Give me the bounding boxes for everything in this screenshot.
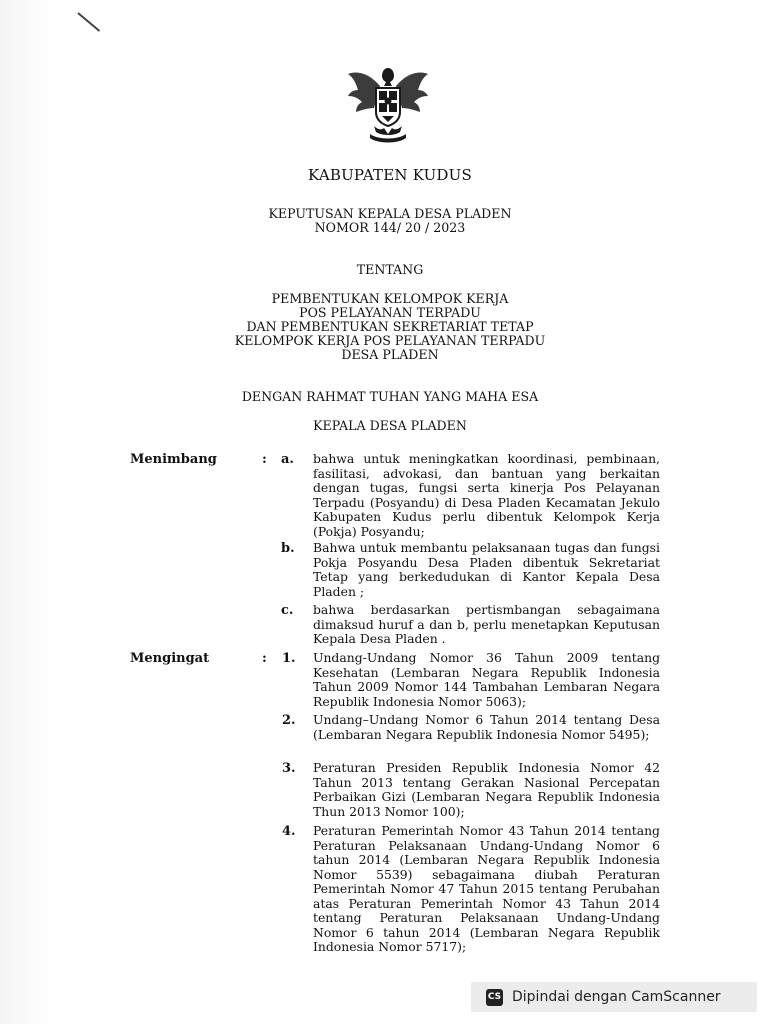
menimbang-colon: : bbox=[262, 452, 267, 467]
camscanner-logo-icon: CS bbox=[486, 989, 503, 1006]
menimbang-item-c: bahwa berdasarkan pertismbangan sebagaimana dimaksud huruf a dan b, perlu menetapkan Keputusan Kepala Desa Pladen . bbox=[313, 602, 660, 646]
subject-line: KELOMPOK KERJA POS PELAYANAN TERPADU bbox=[234, 333, 546, 348]
about-label: TENTANG bbox=[356, 262, 424, 277]
camscanner-badge bbox=[471, 982, 757, 1012]
camscanner-text: Dipindai dengan CamScanner bbox=[512, 989, 721, 1005]
authority-title: KEPALA DESA PLADEN bbox=[313, 418, 467, 433]
mengingat-marker-4: 4. bbox=[282, 824, 296, 839]
subject-line: PEMBENTUKAN KELOMPOK KERJA bbox=[271, 291, 509, 306]
scan-left-edge bbox=[0, 0, 50, 1024]
subject-line: DAN PEMBENTUKAN SEKRETARIAT TETAP bbox=[246, 319, 534, 334]
subject-line: DESA PLADEN bbox=[341, 347, 439, 362]
menimbang-label: Menimbang bbox=[130, 452, 217, 467]
decree-number: NOMOR 144/ 20 / 2023 bbox=[314, 220, 466, 235]
menimbang-marker-b: b. bbox=[281, 541, 295, 556]
mengingat-item-3: Peraturan Presiden Republik Indonesia Nomor 42 Tahun 2013 tentang Gerakan Nasional Percepatan Perbaikan Gizi (Lembaran Negara Republik Indonesia Thun 2013 Nomor 100); bbox=[313, 760, 660, 819]
mengingat-item-4: Peraturan Pemerintah Nomor 43 Tahun 2014 tentang Peraturan Pelaksanaan Undang-Undang Nomor 6 tahun 2014 (Lembaran Negara Republik Indonesia Nomor 5539) sebagaimana diubah Peraturan Pemerintah Nomor 47 Tahun 2015 tentang Perubahan atas Peraturan Pemerintah Nomor 43 Tahun 2014 tentang Peraturan Pelaksanaan Undang-Undang Nomor 6 tahun 2014 (Lembaran Negara Republik Indonesia Nomor 5717); bbox=[313, 823, 660, 954]
mengingat-marker-1: 1. bbox=[282, 651, 296, 666]
mengingat-colon: : bbox=[262, 651, 267, 666]
menimbang-item-b: Bahwa untuk membantu pelaksanaan tugas dan fungsi Pokja Posyandu Desa Pladen dibentuk Sekretariat Tetap yang berkedudukan di Kantor Kepala Desa Pladen ; bbox=[313, 540, 660, 599]
mengingat-item-2: Undang–Undang Nomor 6 Tahun 2014 tentang Desa (Lembaran Negara Republik Indonesia Nomor 5495); bbox=[313, 712, 660, 742]
menimbang-item-a: bahwa untuk meningkatkan koordinasi, pembinaan, fasilitasi, advokasi, dan bantuan yang berkaitan dengan tugas, fungsi serta kinerja Pos Pelayanan Terpadu (Posyandu) di Desa Pladen Kecamatan Jekulo Kabupaten Kudus perlu dibentuk Kelompok Kerja (Pokja) Posyandu; bbox=[313, 451, 660, 539]
invocation: DENGAN RAHMAT TUHAN YANG MAHA ESA bbox=[241, 389, 539, 404]
mengingat-label: Mengingat bbox=[130, 651, 210, 666]
decree-title: KEPUTUSAN KEPALA DESA PLADEN bbox=[268, 206, 512, 221]
mengingat-marker-2: 2. bbox=[282, 713, 296, 728]
mengingat-marker-3: 3. bbox=[282, 761, 296, 776]
menimbang-marker-c: c. bbox=[281, 603, 294, 618]
subject-line: POS PELAYANAN TERPADU bbox=[299, 305, 481, 320]
garuda-emblem bbox=[344, 64, 432, 146]
menimbang-marker-a: a. bbox=[281, 452, 294, 467]
mengingat-item-1: Undang-Undang Nomor 36 Tahun 2009 tentang Kesehatan (Lembaran Negara Republik Indonesia Tahun 2009 Nomor 144 Tambahan Lembaran Negara Republik Indonesia Nomor 5063); bbox=[313, 650, 660, 709]
region-title: KABUPATEN KUDUS bbox=[308, 166, 472, 184]
